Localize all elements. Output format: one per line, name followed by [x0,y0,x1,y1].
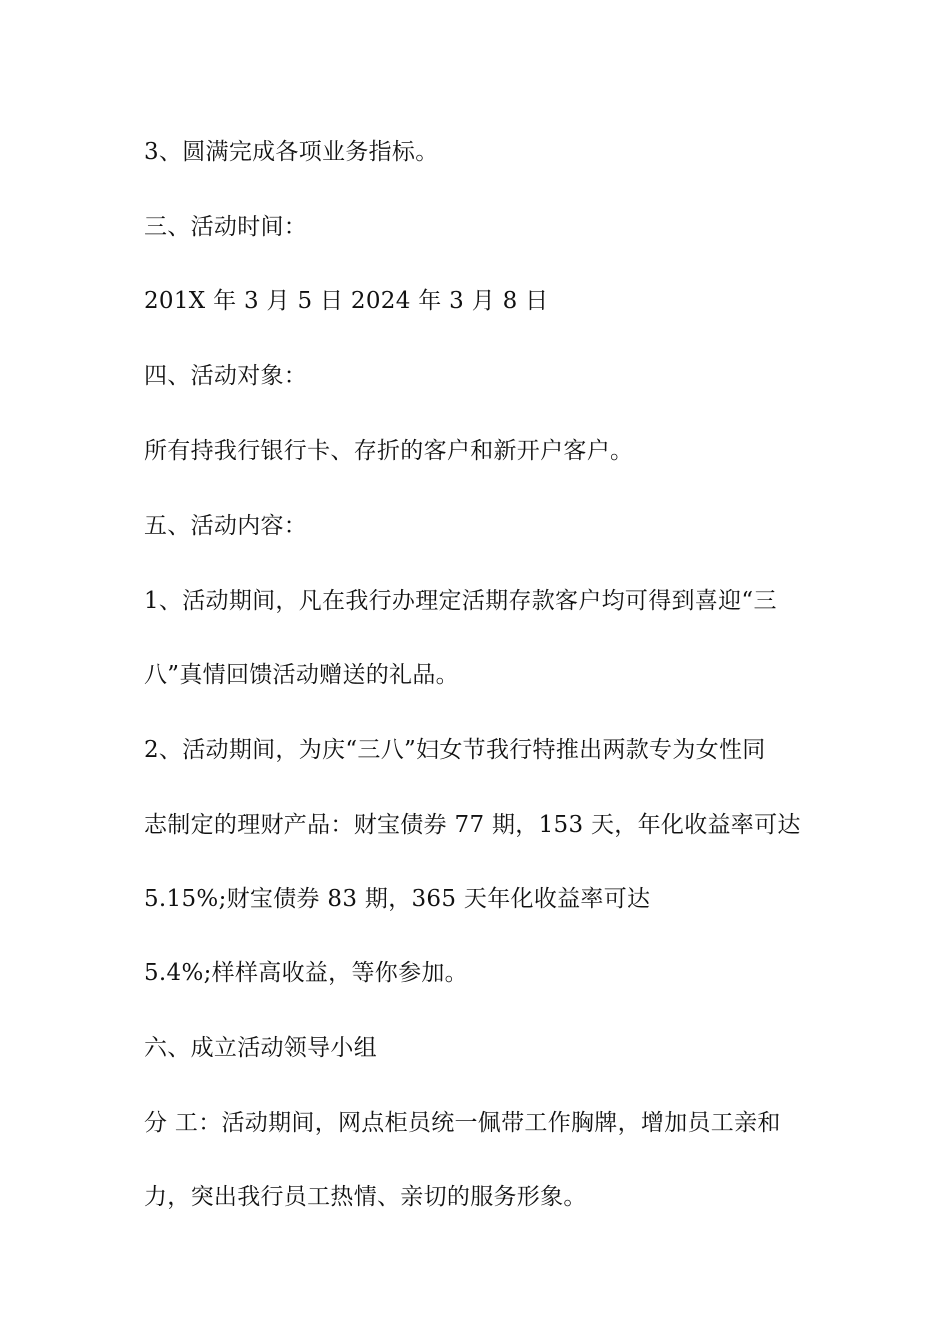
content-item-2-line-2: 志制定的理财产品：财宝债券 77 期，153 天，年化收益率可达 [144,812,801,838]
activity-dates: 201X 年 3 月 5 日 2024 年 3 月 8 日 [144,288,549,314]
section-heading-time: 三、活动时间： [144,214,308,240]
content-item-1-line-1: 1、活动期间，凡在我行办理定活期存款客户均可得到喜迎“三 [144,588,777,614]
list-item-goal-3: 3、圆满完成各项业务指标。 [144,139,439,165]
content-item-2-line-4: 5.4%;样样高收益，等你参加。 [144,960,468,986]
content-item-1-line-2: 八”真情回馈活动赠送的礼品。 [144,662,459,688]
section-heading-content: 五、活动内容： [144,513,308,539]
audience-text: 所有持我行银行卡、存折的客户和新开户客户。 [144,438,634,464]
content-item-2-line-1: 2、活动期间，为庆“三八”妇女节我行特推出两款专为女性同 [144,737,766,763]
section-heading-leadership: 六、成立活动领导小组 [144,1035,377,1061]
content-item-2-line-3: 5.15%;财宝债券 83 期，365 天年化收益率可达 [144,886,651,912]
division-text-line-1: 分 工：活动期间，网点柜员统一佩带工作胸牌，增加员工亲和 [144,1110,781,1136]
section-heading-audience: 四、活动对象： [144,363,308,389]
division-text-line-2: 力，突出我行员工热情、亲切的服务形象。 [144,1184,587,1210]
